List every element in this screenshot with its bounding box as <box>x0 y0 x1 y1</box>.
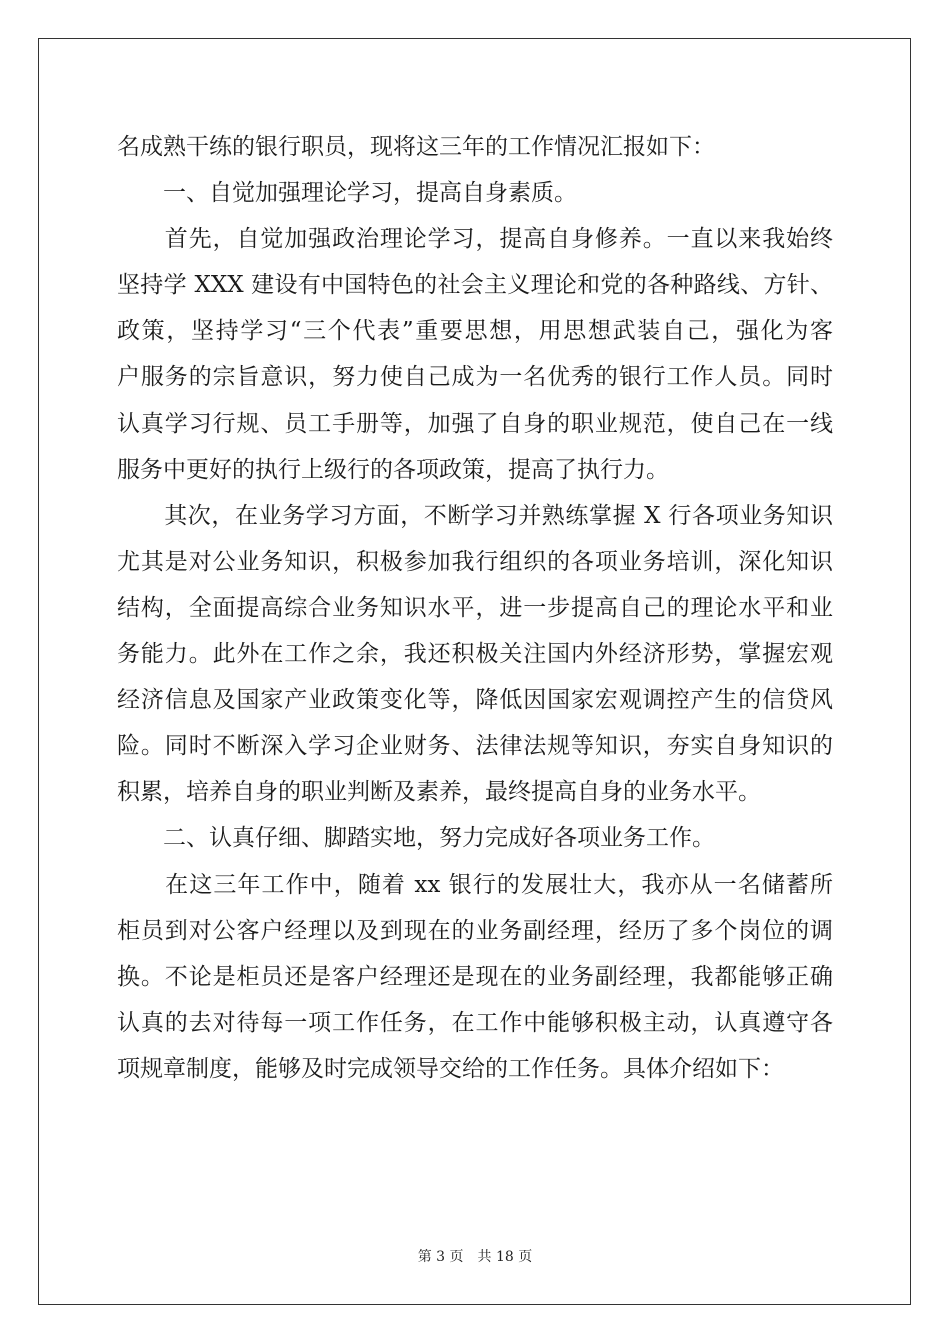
text-line: 户服务的宗旨意识，努力使自己成为一名优秀的银行工作人员。同时 <box>117 364 833 391</box>
text-line: 在这三年工作中，随着 xx 银行的发展壮大，我亦从一名储蓄所 <box>117 871 833 898</box>
document-body <box>117 124 833 1092</box>
text-line: 首先，自觉加强政治理论学习，提高自身修养。一直以来我始终 <box>117 226 833 253</box>
text-line: 其次，在业务学习方面，不断学习并熟练掌握 X 行各项业务知识 <box>117 502 833 529</box>
text-line: 结构，全面提高综合业务知识水平，进一步提高自己的理论水平和业 <box>117 594 833 621</box>
text-line: 一、自觉加强理论学习，提高自身素质。 <box>117 180 577 207</box>
text-line: 项规章制度，能够及时完成领导交给的工作任务。具体介绍如下： <box>117 1055 784 1082</box>
current-page-label: 第 3 页 <box>417 1249 464 1265</box>
text-line: 服务中更好的执行上级行的各项政策，提高了执行力。 <box>117 456 669 483</box>
text-line: 柜员到对公客户经理以及到现在的业务副经理，经历了多个岗位的调 <box>117 917 833 944</box>
text-line: 经济信息及国家产业政策变化等，降低因国家宏观调控产生的信贷风 <box>117 687 833 714</box>
text-line: 换。不论是柜员还是客户经理还是现在的业务副经理，我都能够正确 <box>117 963 833 990</box>
text-line: 政策，坚持学习“三个代表”重要思想，用思想武装自己，强化为客 <box>117 318 833 345</box>
page-footer <box>0 1246 950 1266</box>
text-line: 名成熟干练的银行职员，现将这三年的工作情况汇报如下： <box>117 134 715 160</box>
text-line: 认真学习行规、员工手册等，加强了自身的职业规范，使自己在一线 <box>117 410 833 437</box>
total-pages-label: 共 18 页 <box>477 1249 533 1265</box>
text-line: 险。同时不断深入学习企业财务、法律法规等知识，夯实自身知识的 <box>117 733 833 760</box>
text-line: 二、认真仔细、脚踏实地，努力完成好各项业务工作。 <box>117 825 715 852</box>
text-line: 认真的去对待每一项工作任务，在工作中能够积极主动，认真遵守各 <box>117 1009 833 1036</box>
text-line: 积累，培养自身的职业判断及素养，最终提高自身的业务水平。 <box>117 779 761 806</box>
text-line: 坚持学 XXX 建设有中国特色的社会主义理论和党的各种路线、方针、 <box>117 272 833 299</box>
text-line: 务能力。此外在工作之余，我还积极关注国内外经济形势，掌握宏观 <box>117 641 833 668</box>
text-line: 尤其是对公业务知识，积极参加我行组织的各项业务培训，深化知识 <box>117 548 833 575</box>
